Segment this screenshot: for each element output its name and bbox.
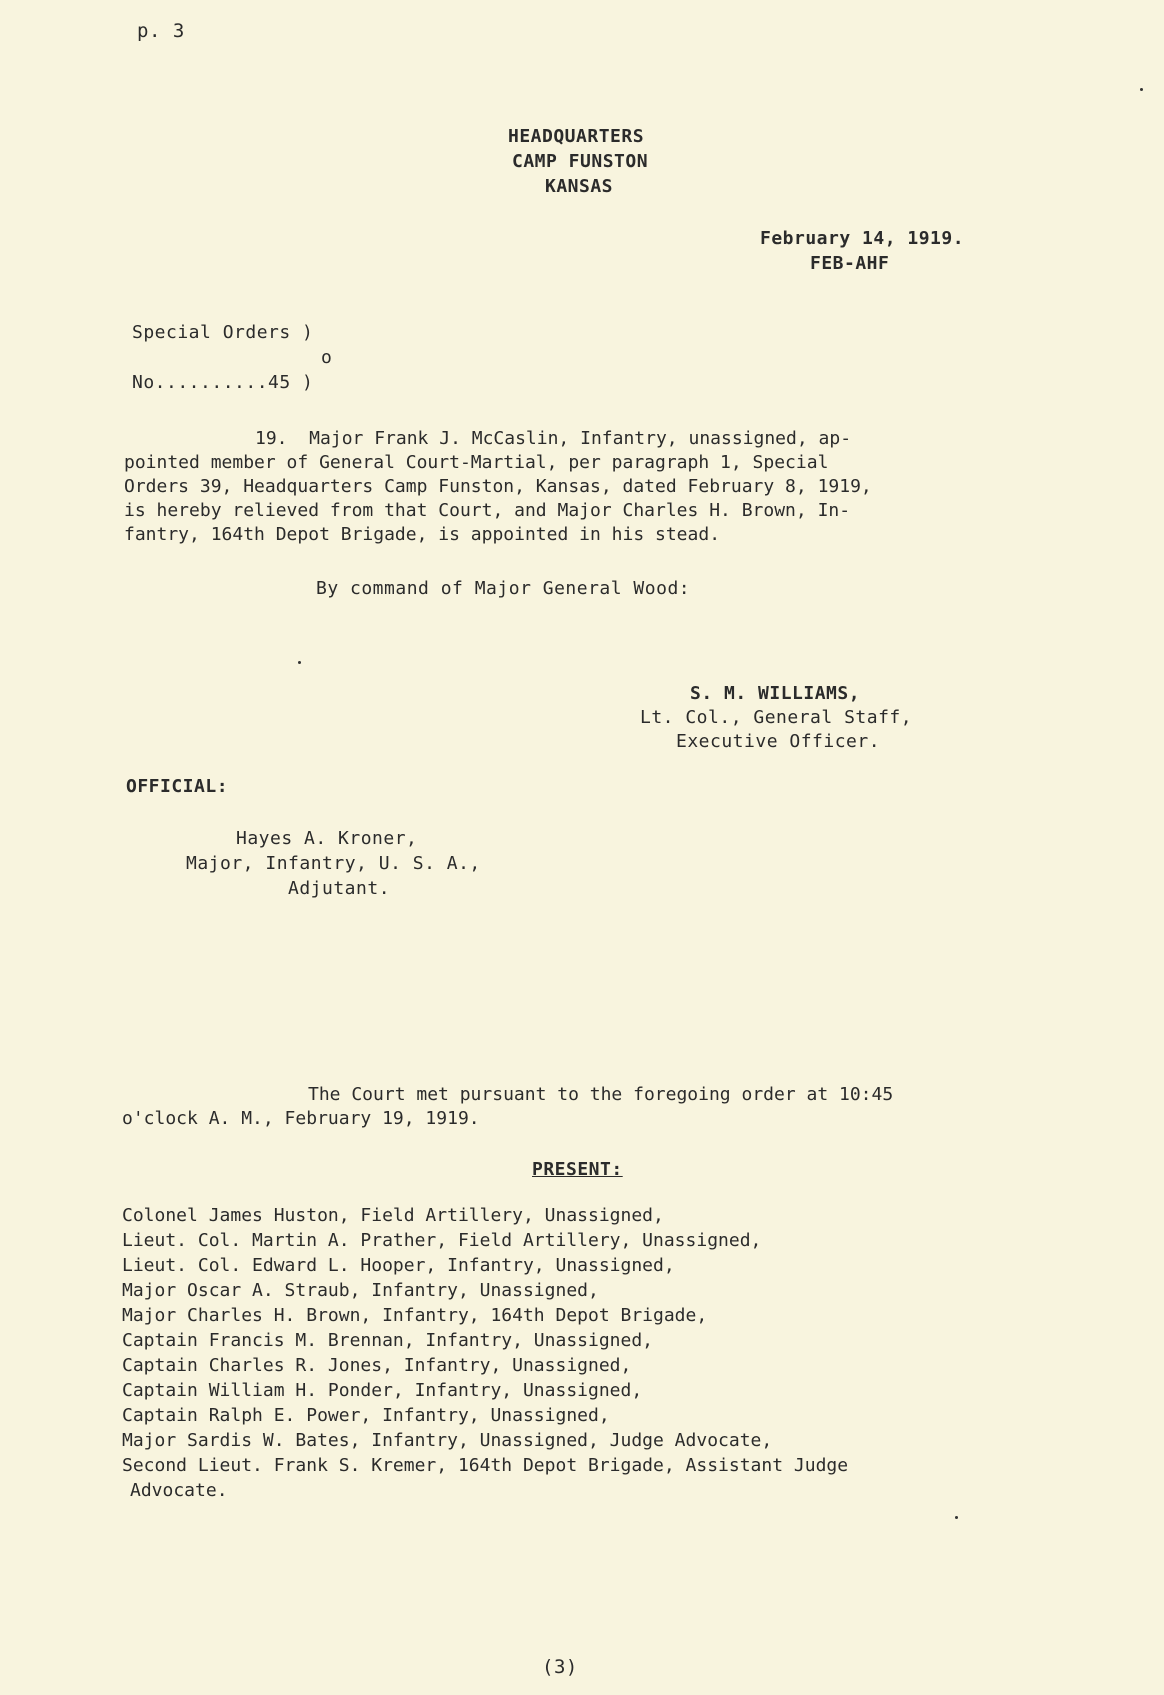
present-item: Captain William H. Ponder, Infantry, Unassigned, [122,1380,643,1401]
orders-separator: o [321,347,333,368]
present-item: Major Sardis W. Bates, Infantry, Unassigned, Judge Advocate, [122,1430,773,1451]
court-met-line-2: o'clock A. M., February 19, 1919. [122,1108,480,1129]
page-number: (3) [542,1656,578,1678]
present-item: Major Charles H. Brown, Infantry, 164th Depot Brigade, [122,1305,708,1326]
paragraph-line-5: fantry, 164th Depot Brigade, is appointed in his stead. [124,524,721,545]
paper-speck [1140,88,1143,91]
paragraph-line-1: 19. Major Frank J. McCaslin, Infantry, unassigned, ap- [255,428,852,449]
paragraph-line-4: is hereby relieved from that Court, and Major Charles H. Brown, In- [124,500,851,521]
present-item: Lieut. Col. Martin A. Prather, Field Artillery, Unassigned, [122,1230,762,1251]
present-item: Captain Ralph E. Power, Infantry, Unassigned, [122,1405,610,1426]
heading-line-1: HEADQUARTERS [508,126,645,147]
paragraph-line-2: pointed member of General Court-Martial, per paragraph 1, Special [124,452,829,473]
present-heading: PRESENT: [532,1159,623,1180]
present-item: Colonel James Huston, Field Artillery, Unassigned, [122,1205,664,1226]
present-item: Advocate. [130,1480,228,1501]
present-item: Lieut. Col. Edward L. Hooper, Infantry, Unassigned, [122,1255,675,1276]
present-item: Captain Charles R. Jones, Infantry, Unassigned, [122,1355,632,1376]
special-orders-line: Special Orders ) [132,322,314,343]
present-item: Second Lieut. Frank S. Kremer, 164th Depot Brigade, Assistant Judge [122,1455,849,1476]
official-title: Adjutant. [288,878,391,899]
heading-line-3: KANSAS [545,176,614,197]
paper-speck [955,1516,958,1519]
court-met-line-1: The Court met pursuant to the foregoing order at 10:45 [308,1084,894,1105]
command-line: By command of Major General Wood: [316,578,691,599]
order-date: February 14, 1919. [760,228,965,249]
signature-title: Executive Officer. [676,731,881,752]
orders-number-line: No..........45 ) [132,372,314,393]
signature-name: S. M. WILLIAMS, [690,683,861,704]
paper-speck [298,661,301,664]
official-name: Hayes A. Kroner, [236,828,418,849]
paragraph-line-3: Orders 39, Headquarters Camp Funston, Kansas, dated February 8, 1919, [124,476,872,497]
heading-line-2: CAMP FUNSTON [512,151,649,172]
page-label: p. 3 [137,20,185,42]
reference-code: FEB-AHF [810,253,890,274]
present-item: Major Oscar A. Straub, Infantry, Unassigned, [122,1280,599,1301]
official-rank: Major, Infantry, U. S. A., [186,853,481,874]
signature-rank: Lt. Col., General Staff, [640,707,913,728]
official-label: OFFICIAL: [126,776,229,797]
present-item: Captain Francis M. Brennan, Infantry, Unassigned, [122,1330,654,1351]
